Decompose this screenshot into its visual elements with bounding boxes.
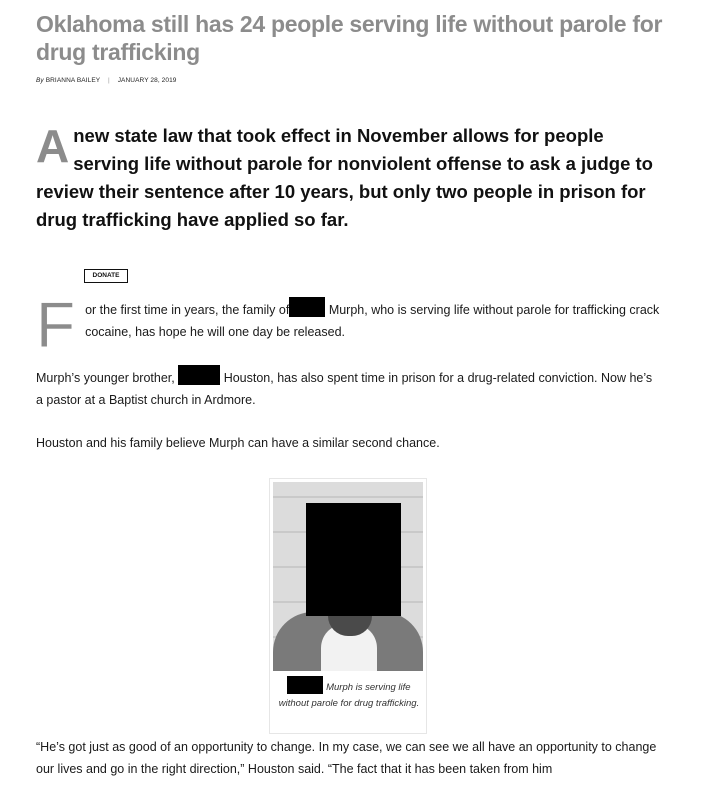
donate-button[interactable]: DONATE: [84, 269, 128, 283]
body-paragraph-3: Houston and his family believe Murph can have a similar second chance.: [36, 436, 440, 450]
photo-caption: [276, 676, 422, 712]
body-paragraph-4: “He’s got just as good of an opportunity to change. In my case, we can see we all have an opportunity to change our lives and go in the right direction,” Houston said. “The fact that it has been taken from him: [36, 740, 657, 776]
paragraph-2-text-before: Murph’s younger brother,: [36, 371, 179, 385]
paragraph-1-text-after: Murph, who is serving life without parole for trafficking crack cocaine, has hope he will one day be released.: [85, 303, 660, 339]
paragraph-2-text-after: Houston, has also spent time in prison for a drug-related conviction. Now he’s a pastor at a Baptist church in Ardmore.: [36, 371, 653, 407]
body-paragraph-1: [36, 289, 661, 361]
byline-author[interactable]: BRIANNA BAILEY: [45, 77, 101, 84]
byline: [36, 77, 177, 85]
byline-separator: |: [108, 77, 110, 84]
redacted-name-block: [289, 297, 325, 317]
byline-date: JANUARY 28, 2019: [117, 77, 177, 84]
paragraph-dropcap: F: [36, 289, 76, 361]
lede-paragraph: [36, 122, 661, 234]
article-headline: Oklahoma still has 24 people serving life without parole for drug trafficking: [36, 11, 663, 65]
photo-figure: [269, 478, 427, 734]
lede-dropcap: A: [36, 120, 70, 172]
inmate-photo[interactable]: [273, 482, 423, 671]
photo-caption-text: Murph is serving life without parole for drug trafficking.: [278, 682, 420, 709]
redacted-face-block: [306, 503, 401, 616]
redacted-name-block: [287, 676, 323, 694]
lede-text: new state law that took effect in November allows for people serving life without parole for nonviolent offense to ask a judge to review their sentence after 10 years, but only two people in prison for drug trafficking have applied so far.: [36, 125, 653, 230]
redacted-name-block: [178, 365, 220, 385]
byline-by: By: [36, 77, 44, 84]
body-paragraph-2: [36, 365, 661, 411]
paragraph-1-text-before: or the first time in years, the family of: [85, 303, 290, 317]
